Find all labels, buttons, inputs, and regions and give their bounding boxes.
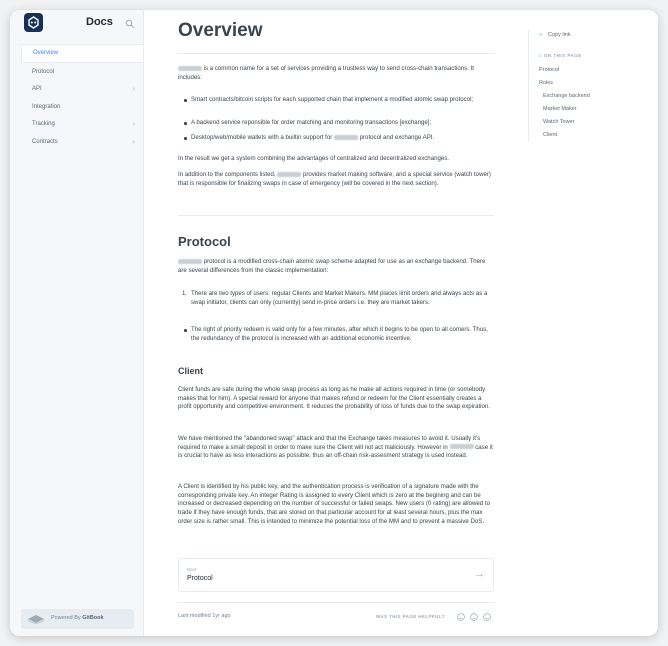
divider (178, 215, 494, 216)
toc-item-watch-tower[interactable]: Watch Tower (543, 119, 575, 125)
last-modified: Last modified 1yr ago (178, 613, 231, 619)
bullet-dot (184, 99, 187, 102)
sidebar-item-label: Contracts (32, 138, 58, 145)
sidebar (10, 10, 144, 636)
powered-by-prefix: Powered By (51, 615, 83, 621)
sidebar-item-label: Integration (32, 103, 61, 110)
sad-face-icon[interactable] (457, 613, 465, 621)
client-paragraph-1: Client funds are safe during the whole swap process as long as he make all actions required in time (or somebody makes that for him). A special reward for anyone that makes refund or redeem for the Client essentially creates a profit opportunity and competitive environment. It reduces the probability of loss of funds due to the swap expiration. (178, 386, 490, 411)
sidebar-item-contracts[interactable] (21, 134, 143, 151)
sidebar-item-tracking[interactable] (21, 116, 143, 133)
list-item-text: Smart contracts/bitcoin scripts for each supported chain that implement a modified atomic swap protocol; (191, 96, 474, 103)
list-item-text: There are two types of users: regular Clients and Market Makers. MM places limit orders and always acts as a swap initiator, clients can only (currently) send in-price orders i.e. they are market takers. (191, 290, 488, 306)
sidebar-title: Docs (86, 16, 113, 28)
chevron-right-icon[interactable]: › (132, 138, 135, 146)
client-p2-text-b: case it is crucial to have as less interactions as possible, thus an off-chain risk-assesment strategy is used instead. (178, 443, 493, 460)
divider (178, 602, 494, 603)
toc-item-protocol[interactable]: Protocol (539, 67, 560, 73)
intro-paragraph (178, 65, 494, 82)
copy-link-label: Copy link (548, 32, 571, 38)
list-item-text-pre: Desktop/web/mobile wallets with a builtin support for (191, 134, 334, 141)
redacted-text (178, 66, 202, 71)
section-heading-protocol: Protocol (178, 234, 231, 249)
powered-by-text (51, 615, 104, 621)
redacted-text (334, 135, 358, 140)
chevron-right-icon[interactable]: › (132, 86, 135, 93)
client-paragraph-2 (178, 435, 494, 461)
sidebar-item-overview[interactable] (21, 44, 143, 63)
bullet-dot (184, 122, 187, 125)
helpful-label: WAS THIS PAGE HELPFUL? (376, 614, 445, 619)
intro-text: is a common name for a set of services providing a trustless way to send cross-chain transactions. It includes: (178, 65, 474, 81)
redacted-text (277, 172, 301, 177)
logo[interactable] (24, 13, 43, 32)
sidebar-item-label: API (32, 86, 42, 92)
on-this-page (528, 30, 639, 142)
next-label: Next (187, 567, 197, 572)
addition-text-post: provides market making software, and a special service (watch tower) that is responsible for finalizing swaps in case of emergency (will be covered in the next section). (178, 171, 491, 187)
chevron-right-icon[interactable]: › (132, 121, 135, 128)
sidebar-item-label: Overview (33, 50, 59, 56)
divider (178, 53, 494, 54)
sidebar-item-protocol[interactable] (21, 64, 143, 81)
page-title: Overview (178, 20, 263, 41)
list-item-text-post: protocol and exchange API. (357, 134, 435, 141)
bullet-dot (184, 329, 187, 332)
on-this-page-label: ON THIS PAGE (543, 53, 582, 58)
addition-paragraph (178, 171, 494, 188)
list-item-text: A backend service reponsible for order matching and monitoring transactions [exchange]; (191, 119, 432, 126)
list-number: 1. (182, 290, 188, 297)
sidebar-header (10, 10, 143, 40)
sidebar-item-label: Protocol (32, 68, 55, 75)
sidebar-item-label: Tracking (32, 121, 55, 127)
sidebar-nav (21, 44, 143, 151)
sidebar-item-integration[interactable] (21, 99, 143, 116)
neutral-face-icon[interactable] (470, 613, 478, 621)
powered-by-brand: GitBook (82, 615, 104, 621)
copy-link-button[interactable] (539, 32, 571, 38)
client-paragraph-3: A Client is identified by his public key, and the authentication process is verification of a signature made with the corresponding private key. An integer Rating is assigned to every Client which is zero at the begining and can be increased or decreased depending on the number of successful or failed swaps. New users (0 rating) are allowed to trade if they have enough funds, that are stored on that particular account for at least several hours, plus the max order size is rather small. This is intended to minimize the potential loss of the MM and to prevent a massive DoS. (178, 483, 490, 525)
toc-item-exchange-backend[interactable]: Exchange backend (543, 93, 590, 99)
client-p2-text-a: We have mentioned the "abandoned swap" attack and that the Exchange takes measures to avoid it. Usually it's required to make a small deposit in order to make sure the Client will not act maliciously. However in (178, 435, 481, 451)
search-icon[interactable] (125, 16, 135, 26)
on-this-page-heading: ≡ ON THIS PAGE (539, 53, 582, 58)
powered-by-gitbook[interactable] (21, 609, 134, 629)
app-window (10, 10, 658, 636)
toc-item-market-maker[interactable]: Market Maker (543, 106, 577, 112)
list-item-text: The right of priority redeem is valid only for a few minutes, after which it begins to be open to all comers. Thus, the redundancy of the protocol is increased with an additional economic incentive. (191, 326, 488, 342)
protocol-intro-text: protocol is a modified cross-chain atomic swap scheme adapted for use as an exchange backend. There are several differences from the classic implementation: (178, 258, 486, 274)
list-item-text (191, 134, 491, 143)
page-footer (178, 613, 494, 623)
gitbook-icon (27, 614, 45, 624)
happy-face-icon[interactable] (483, 613, 491, 621)
link-icon: ∞ (539, 32, 543, 38)
protocol-paragraph (178, 258, 494, 275)
addition-text-pre: In addition to the components listed, (178, 171, 278, 178)
toc-item-roles[interactable]: Roles (539, 80, 554, 86)
redacted-text (450, 444, 474, 449)
section-heading-client: Client (178, 366, 204, 376)
toc-item-client[interactable]: Client (543, 132, 558, 138)
next-title: Protocol (187, 575, 213, 582)
bullet-dot (184, 137, 187, 140)
logo-icon (26, 15, 41, 30)
result-paragraph: In the result we get a system combining the advantages of centralized and decentralized exchanges. (178, 155, 449, 162)
sidebar-item-api[interactable] (21, 81, 143, 98)
arrow-right-icon: → (474, 568, 485, 580)
redacted-text (178, 259, 202, 264)
next-page-card[interactable] (178, 558, 494, 592)
